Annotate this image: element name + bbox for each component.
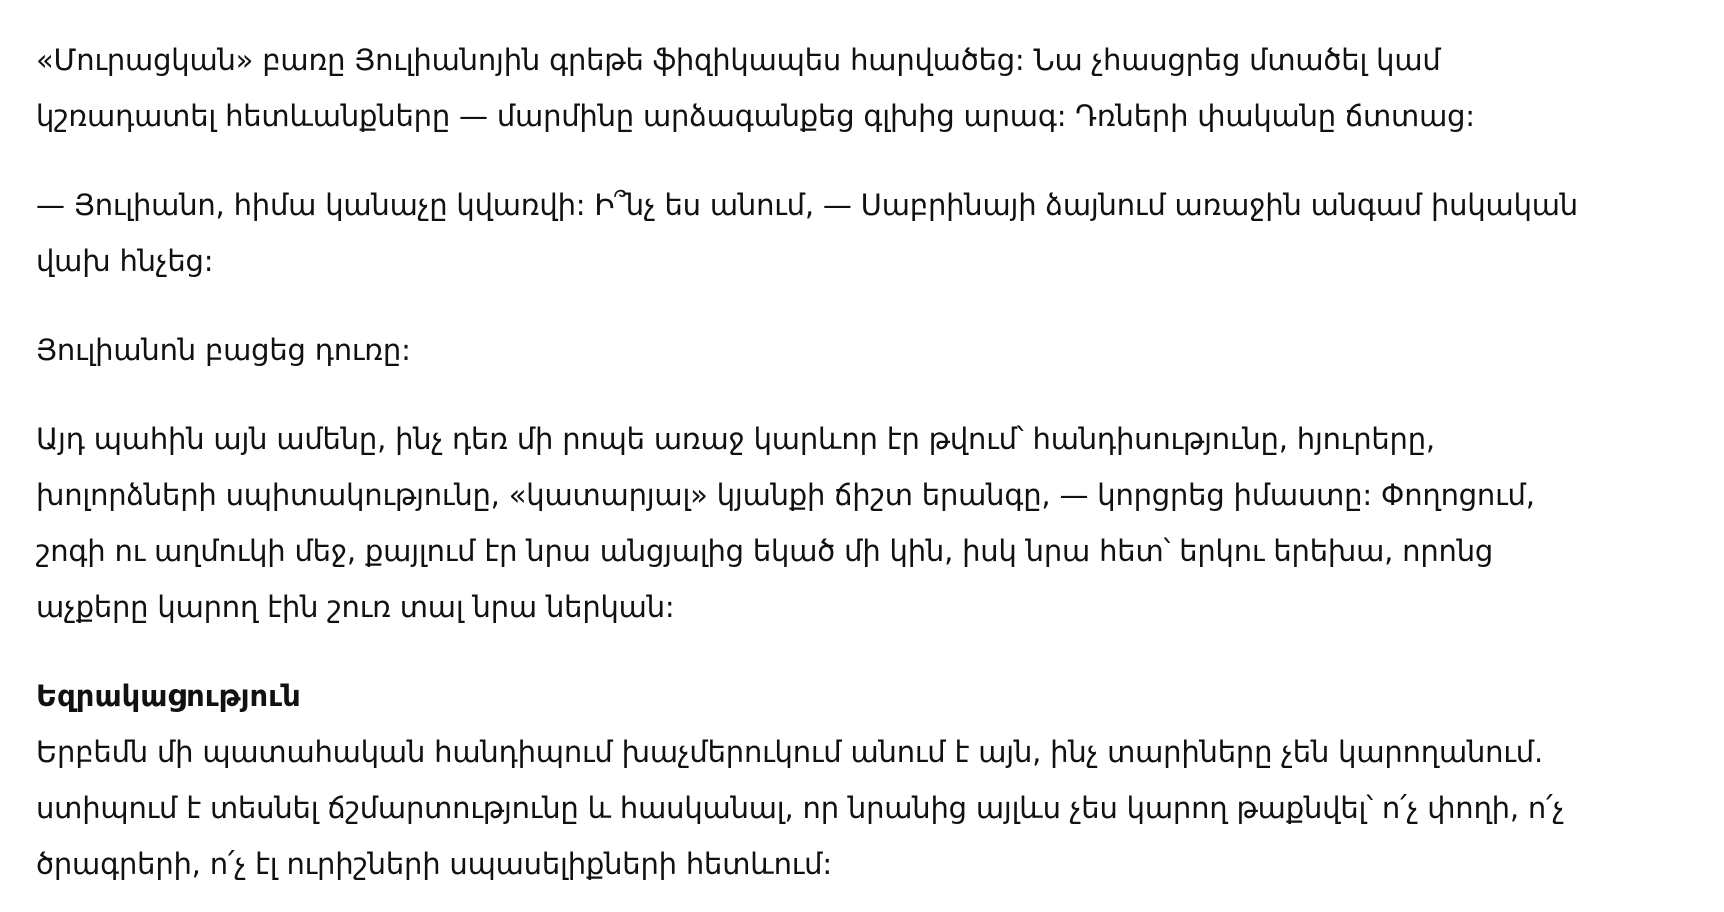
text-line: Այդ պահին այն ամենը, ինչ դեռ մի րոպե առաջ կարևոր էր թվում՝ հանդիսությունը, հյուրերը,	[36, 422, 1435, 456]
text-line: վախ հնչեց:	[36, 244, 214, 278]
paragraph-2	[36, 177, 1676, 289]
paragraph-3	[36, 322, 1676, 378]
conclusion-heading: Եզրակացություն	[36, 679, 301, 713]
text-line: աչքերը կարող էին շուռ տալ նրա ներկան:	[36, 590, 675, 624]
text-line: «Մուրացկան» բառը Յուլիանոյին գրեթե ֆիզիկապես հարվածեց: Նա չհասցրեց մտածել կամ	[36, 43, 1441, 77]
paragraph-4	[36, 411, 1676, 635]
paragraph-1	[36, 32, 1676, 144]
text-line: ծրագրերի, ո՛չ էլ ուրիշների սպասելիքների հետևում:	[36, 847, 832, 881]
text-line: խոլորձների սպիտակությունը, «կատարյալ» կյանքի ճիշտ երանգը, — կորցրեց իմաստը: Փողոցում,	[36, 478, 1535, 512]
text-line: կշռադատել հետևանքները — մարմինը արձագանքեց գլխից արագ: Դռների փականը ճտտաց:	[36, 99, 1475, 133]
text-line: Յուլիանոն բացեց դուռը:	[36, 333, 411, 367]
text-line: շոգի ու աղմուկի մեջ, քայլում էր նրա անցյալից եկած մի կին, իսկ նրա հետ՝ երկու երեխա, որոնց	[36, 534, 1494, 568]
document-body	[36, 32, 1676, 892]
text-line: Երբեմն մի պատահական հանդիպում խաչմերուկում անում է այն, ինչ տարիները չեն կարողանում.	[36, 735, 1543, 769]
text-line: — Յուլիանո, հիմա կանաչը կվառվի: Ի՞նչ ես անում, — Սաբրինայի ձայնում առաջին անգամ իսկական	[36, 188, 1578, 222]
conclusion-paragraph	[36, 724, 1676, 892]
text-line: ստիպում է տեսնել ճշմարտությունը և հասկանալ, որ նրանից այլևս չես կարող թաքնվել՝ ո՛չ փողի, ո՛չ	[36, 791, 1565, 825]
